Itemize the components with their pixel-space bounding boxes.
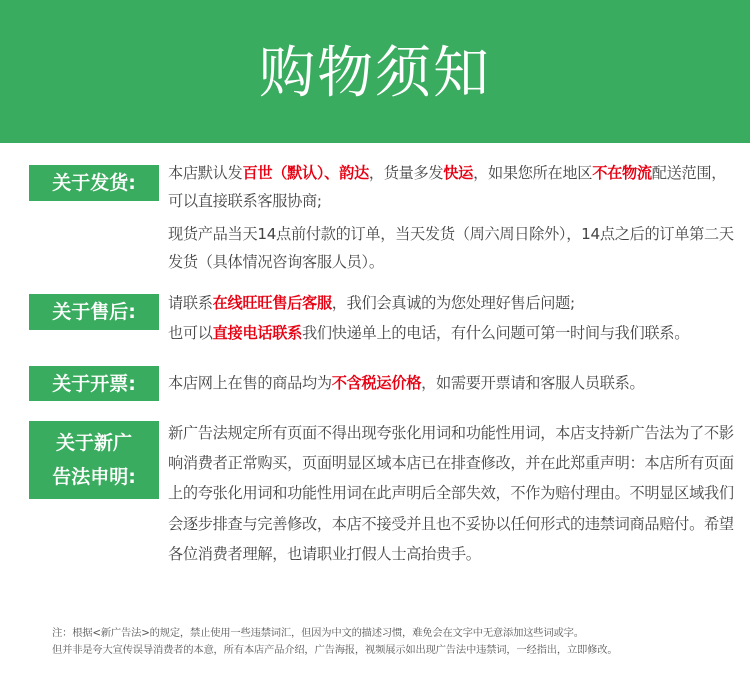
shipping-text bbox=[168, 160, 738, 276]
text-segment: ，如需要开票请和客服人员联系。 bbox=[421, 374, 645, 392]
label-line-2: 告法申明: bbox=[52, 466, 136, 488]
invoice-text bbox=[168, 370, 738, 398]
highlight-not-in-range: 不在物流 bbox=[592, 164, 652, 182]
text-segment: 本店网上在售的商品均为 bbox=[168, 374, 332, 392]
text-segment: ，如果您所在地区 bbox=[473, 164, 593, 182]
text-segment: ，我们会真诚的为您处理好售后问题; bbox=[331, 294, 575, 312]
footnote bbox=[52, 625, 742, 659]
highlight-freight: 快运 bbox=[443, 164, 474, 182]
text-segment: 我们快递单上的电话，有什么问题可第一时间与我们联系。 bbox=[302, 323, 690, 342]
footnote-line-2: 但并非是夸大宣传误导消费者的本意，所有本店产品介绍，广告海报，视频展示如出现广告法中违禁词，一经指出，立即修改。 bbox=[52, 644, 618, 656]
text-segment: 新广告法规定所有页面不得出现夸张化用词和功能性用词，本店支持新广告法为了不影响消费者正常购买，页面明显区域本店已在排查修改，并在此郑重声明：本店所有页面上的夸张化用词和功能性用词在此声明后全部失效，不作为赔付理由。不明显区域我们会逐步排查与完善修改，本店不接受并且也不妥协以任何形式的违禁词商品赔付。希望各位消费者理解，也请职业打假人士高抬贵手。 bbox=[168, 424, 734, 563]
text-segment: ，货量多发 bbox=[368, 164, 444, 182]
page-title: 购物须知 bbox=[259, 40, 491, 106]
after-sales-paragraph-1 bbox=[168, 290, 738, 318]
label-after-sales: 关于售后: bbox=[29, 294, 159, 330]
shipping-paragraph-2 bbox=[168, 221, 738, 276]
header-banner bbox=[0, 0, 750, 143]
label-invoice: 关于开票: bbox=[29, 366, 159, 401]
label-ad-law bbox=[29, 421, 159, 499]
highlight-online-service: 在线旺旺售后客服 bbox=[212, 294, 332, 312]
shipping-paragraph-1 bbox=[168, 160, 738, 215]
text-segment: 现货产品当天14点前付款的订单，当天发货（周六周日除外），14点之后的订单第二天发货（具体情况咨询客服人员）。 bbox=[168, 225, 734, 271]
text-segment: 也可以 bbox=[168, 323, 213, 342]
after-sales-text bbox=[168, 290, 738, 347]
after-sales-paragraph-2 bbox=[168, 320, 738, 348]
ad-law-text bbox=[168, 418, 738, 569]
invoice-paragraph bbox=[168, 370, 738, 398]
label-line-1: 关于新广 bbox=[55, 432, 132, 454]
highlight-carriers: 百世（默认）、韵达 bbox=[242, 164, 369, 182]
text-segment: 配送范围，可以直接联系客服协商; bbox=[168, 164, 727, 210]
label-shipping: 关于发货: bbox=[29, 165, 159, 201]
footnote-line-1: 注：根据<新广告法>的规定，禁止使用一些违禁词汇，但因为中文的描述习惯，难免会在文字中无意添加这些词或字。 bbox=[52, 627, 584, 639]
text-segment: 请联系 bbox=[168, 294, 213, 312]
text-segment: 本店默认发 bbox=[168, 164, 243, 182]
highlight-tax-excluded: 不含税运价格 bbox=[331, 374, 422, 392]
highlight-phone-contact: 直接电话联系 bbox=[212, 323, 302, 342]
ad-law-paragraph bbox=[168, 418, 738, 569]
